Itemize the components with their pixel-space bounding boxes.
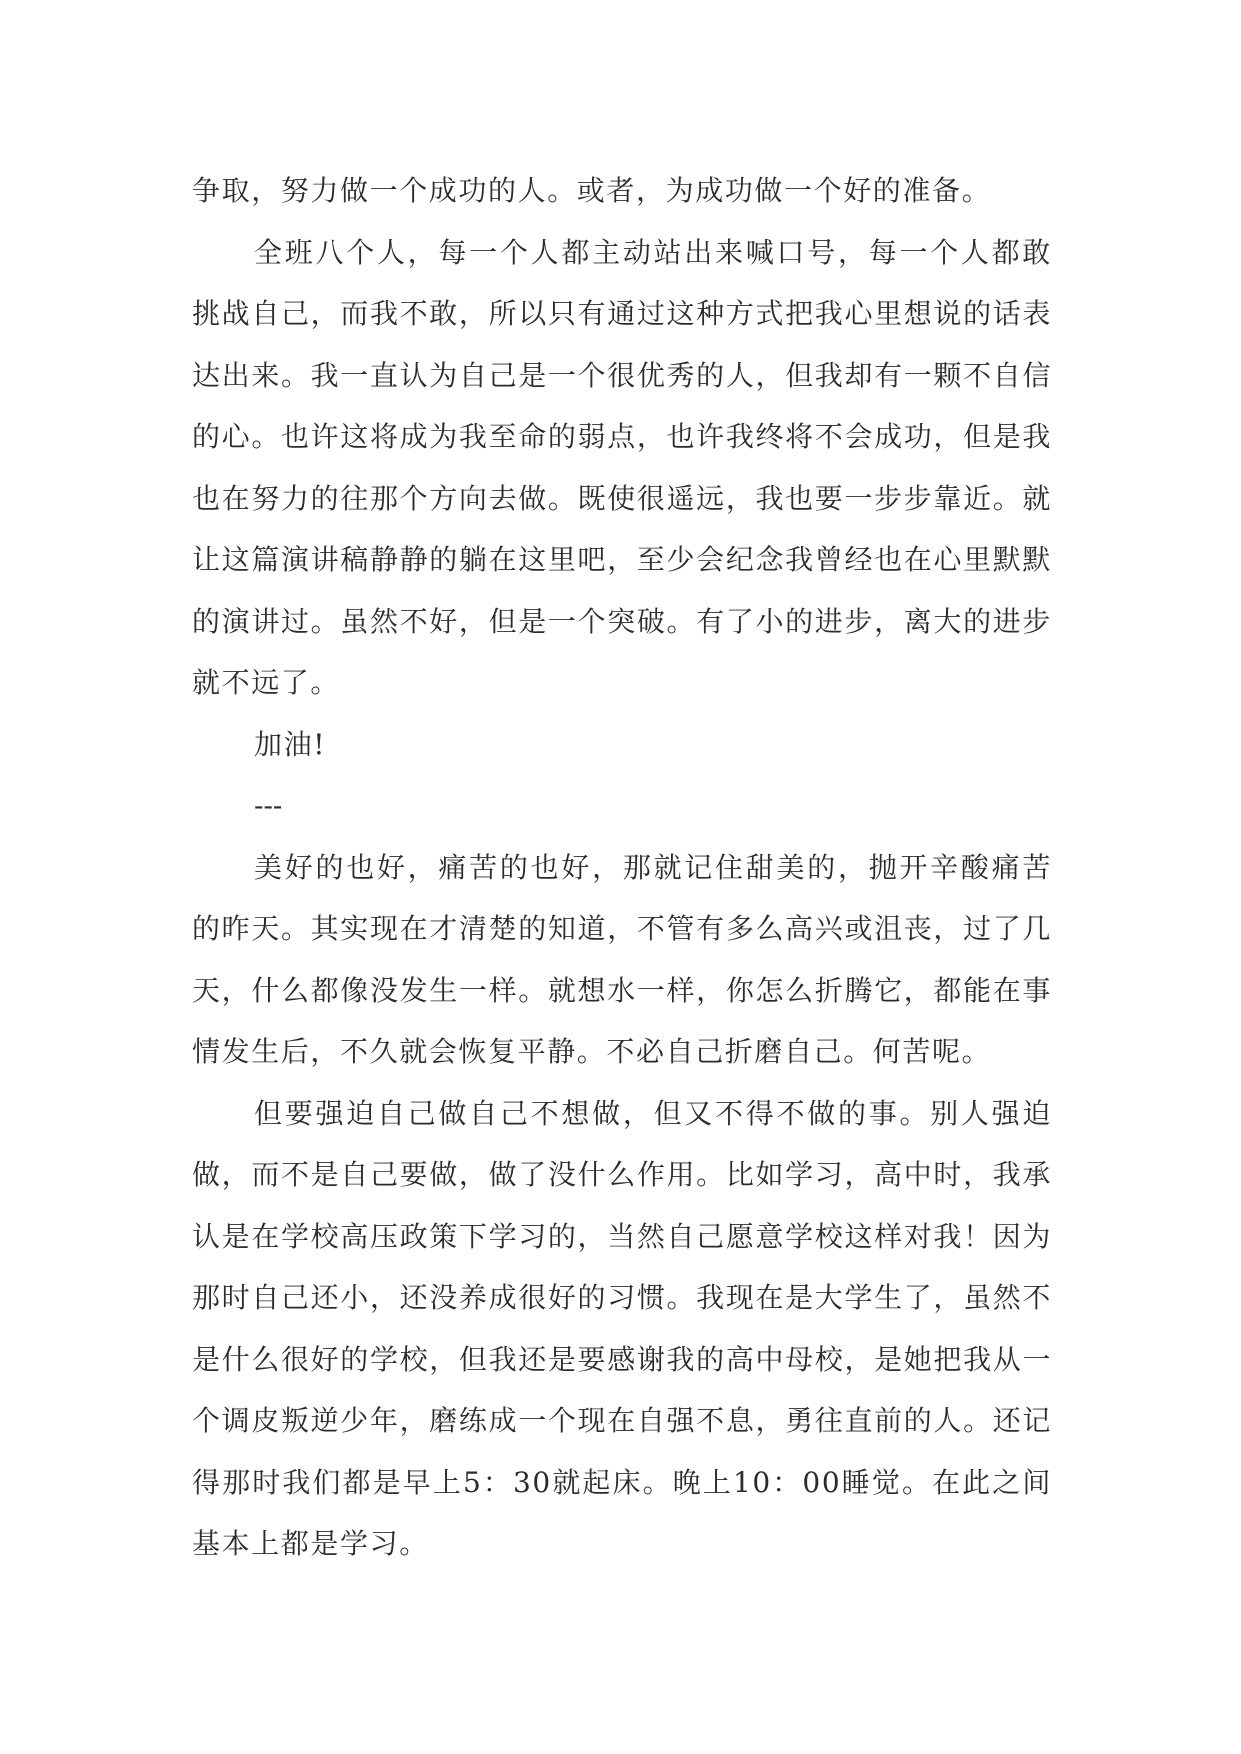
- paragraph-memories: 美好的也好，痛苦的也好，那就记住甜美的，抛开辛酸痛苦的昨天。其实现在才清楚的知道，不管有多么高兴或沮丧，过了几天，什么都像没发生一样。就想水一样，你怎么折腾它，都能在事情发生后，不久就会恢复平静。不必自己折磨自己。何苦呢。: [192, 850, 1052, 1068]
- paragraph-continuation: 争取，努力做一个成功的人。或者，为成功做一个好的准备。: [192, 174, 992, 207]
- section-separator: ---: [254, 789, 283, 822]
- paragraph-self-discipline: 但要强迫自己做自己不想做，但又不得不做的事。别人强迫做，而不是自己要做，做了没什么作用。比如学习，高中时，我承认是在学校高压政策下学习的，当然自己愿意学校这样对我！因为那时自己还小，还没养成很好的习惯。我现在是大学生了，虽然不是什么很好的学校，但我还是要感谢我的高中母校，是她把我从一个调皮叛逆少年，磨练成一个现在自强不息，勇往直前的人。还记得那时我们都是早上5：30就起床。晚上10：00睡觉。在此之间基本上都是学习。: [192, 1096, 1052, 1560]
- paragraph-encouragement: 加油!: [254, 727, 327, 761]
- paragraph-class-reflection: 全班八个人，每一个人都主动站出来喊口号，每一个人都敢挑战自己，而我不敢，所以只有通过这种方式把我心里想说的话表达出来。我一直认为自己是一个很优秀的人，但我却有一颗不自信的心。也许这将成为我至命的弱点，也许我终将不会成功，但是我也在努力的往那个方向去做。既使很遥远，我也要一步步靠近。就让这篇演讲稿静静的躺在这里吧，至少会纪念我曾经也在心里默默的演讲过。虽然不好，但是一个突破。有了小的进步，离大的进步就不远了。: [192, 235, 1052, 699]
- document-body: [192, 160, 1052, 1575]
